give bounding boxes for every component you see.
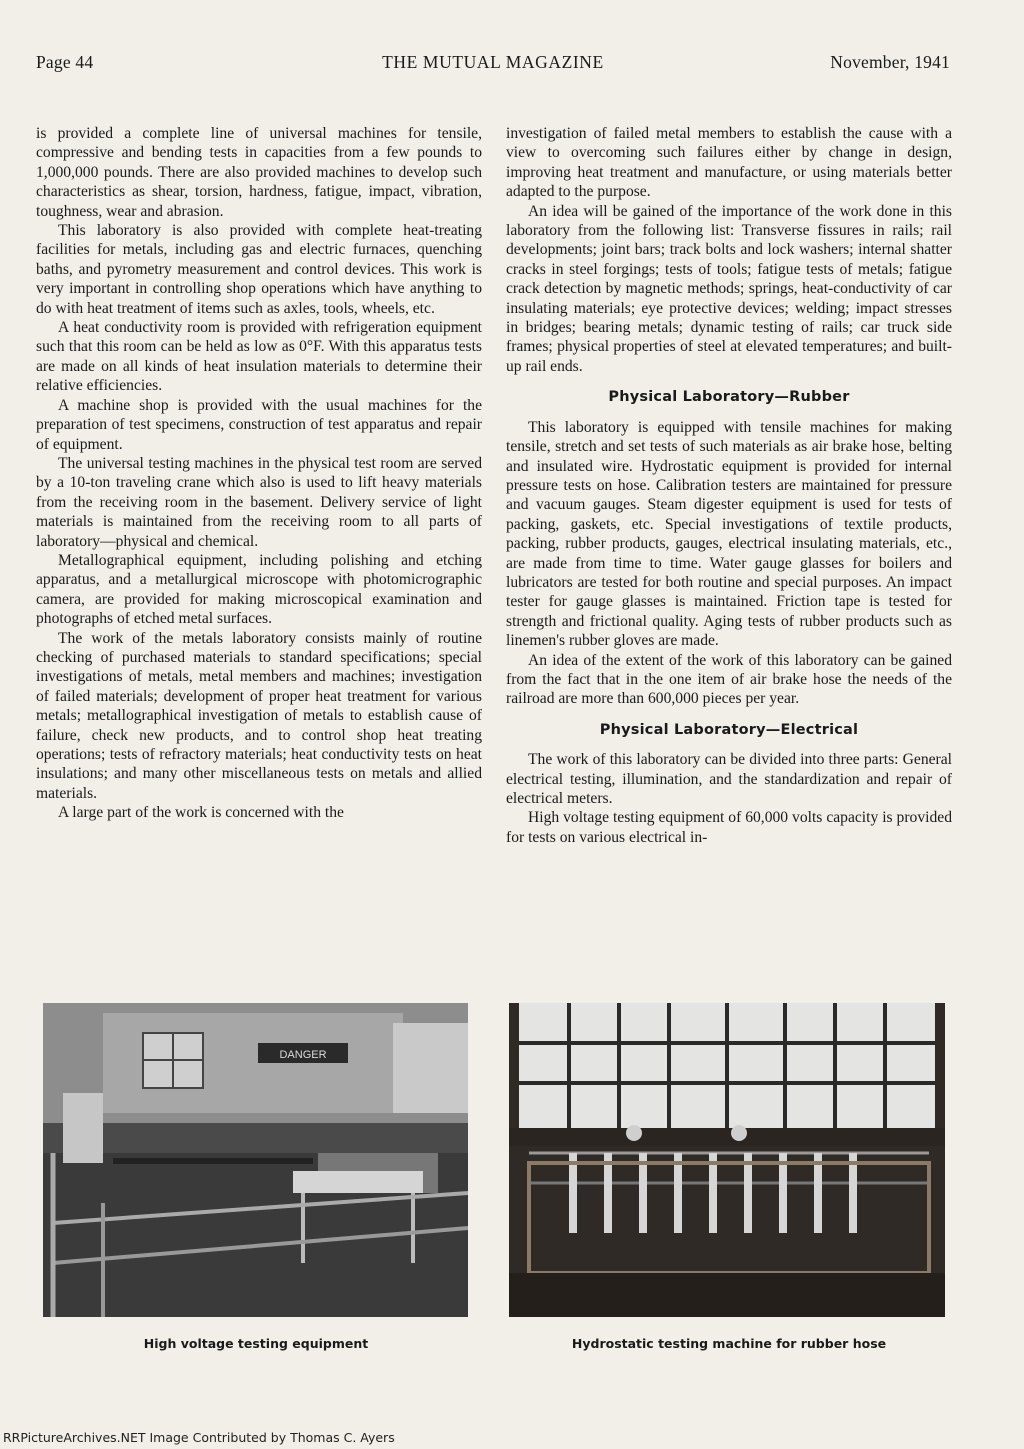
paragraph: The universal testing machines in the physical test room are served by a 10-ton traveling crane which also is used to lift heavy materials from the receiving room in the basement. Delivery service of light materials is maintained from the receiving room to all parts of laboratory—physical and chemical. xyxy=(36,454,482,550)
photo-high-voltage-equipment xyxy=(43,1003,468,1317)
paragraph: An idea will be gained of the importance of the work done in this laboratory from the following list: Transverse fissures in rails; rail developments; joint bars; track bolts and lock washers; internal shatter cracks in steel forgings; tests of tools; fatigue tests of metals; fatigue crack detection by magnetic methods; springs, heat-conductivity of car insulating materials; eye protective devices; welding; impact stresses in bridges; bearing metals; dynamic testing of rails; car truck side frames; physical properties of steel at elevated temperatures; and built-up rail ends. xyxy=(506,202,952,375)
photo-caption-right: Hydrostatic testing machine for rubber hose xyxy=(571,1336,887,1351)
paragraph: The work of this laboratory can be divided into three parts: General electrical testing, illumination, and the standardization and repair of electrical meters. xyxy=(506,751,952,807)
paragraph: An idea of the extent of the work of this laboratory can be gained from the fact that in the one item of air brake hose the needs of the railroad are more than 600,000 pieces per year. xyxy=(506,651,952,708)
paragraph: The work of the metals laboratory consists mainly of routine checking of purchased materials to standard specifications; special investigations of metals, metal members and machines; investigation of failed materials; development of proper heat treatment for various metals; metallographical investigation of metals to establish cause of failure, check new products, and to control shop heat treating operations; tests of refractory materials; heat conductivity tests on heat insulations; and many other miscellaneous tests on metals and allied materials. xyxy=(36,629,482,802)
left-column xyxy=(36,124,482,823)
paragraph: is provided a complete line of universal machines for tensile, compressive and bending tests in capacities from a few pounds to 1,000,000 pounds. There are also provided machines to develop such characteristics as shear, torsion, hardness, fatigue, impact, vibration, toughness, wear and abrasion. xyxy=(36,125,482,220)
paragraph: Metallographical equipment, including polishing and etching apparatus, and a metallurgical microscope with photomicrographic camera, are provided for making microscopical examination and photographs of etched metal surfaces. xyxy=(36,551,482,628)
paragraph: This laboratory is equipped with tensile machines for making tensile, stretch and set tests of such materials as air brake hose, belting and insulated wire. Hydrostatic equipment is provided for internal pressure tests on hose. Calibration testers are maintained for pressure and vacuum gauges. Steam digester equipment is used for tests of packing, gaskets, etc. Special investigations of textile products, packing, rubber products, gauges, electrical insulating materials, etc., are made from time to time. Water gauge glasses for boilers and lubricators are tested for both routine and special purposes. An impact tester for gauge glasses is maintained. Friction tape is tested for strength and frictional quality. Aging tests of rubber products such as linemen's rubber gloves are made. xyxy=(506,418,952,650)
photo-caption-left: High voltage testing equipment xyxy=(143,1336,369,1351)
footer-credit: RRPictureArchives.NET Image Contributed by Thomas C. Ayers xyxy=(3,1430,395,1445)
photo-hydrostatic-machine xyxy=(509,1003,945,1317)
section-heading-electrical: Physical Laboratory—Electrical xyxy=(599,721,859,738)
section-heading-rubber: Physical Laboratory—Rubber xyxy=(608,389,850,406)
paragraph: A large part of the work is concerned with the xyxy=(58,804,344,822)
page-header xyxy=(36,52,950,82)
paragraph: A machine shop is provided with the usual machines for the preparation of test specimens, construction of test apparatus and repair of equipment. xyxy=(36,396,482,453)
paragraph: High voltage testing equipment of 60,000 volts capacity is provided for tests on various electrical in- xyxy=(506,809,952,846)
page-number: Page 44 xyxy=(36,52,94,72)
issue-date: November, 1941 xyxy=(830,52,950,72)
magazine-title: THE MUTUAL MAGAZINE xyxy=(382,52,604,72)
paragraph: A heat conductivity room is provided with refrigeration equipment such that this room can be held as low as 0°F. With this apparatus tests are made on all kinds of heat insulation materials to determine their relative efficiencies. xyxy=(36,319,482,395)
paragraph: This laboratory is also provided with complete heat-treating facilities for metals, including gas and electric furnaces, quenching baths, and pyrometry measurement and control devices. This work is very important in controlling shop operations which have anything to do with heat treatment of items such as axles, tools, wheels, etc. xyxy=(36,222,482,317)
danger-sign-text: DANGER xyxy=(279,1049,327,1061)
paragraph: investigation of failed metal members to establish the cause with a view to overcoming such failures either by change in design, improving heat treatment and manufacture, or using materials better adapted to the purpose. xyxy=(506,125,952,201)
right-column xyxy=(506,124,952,847)
